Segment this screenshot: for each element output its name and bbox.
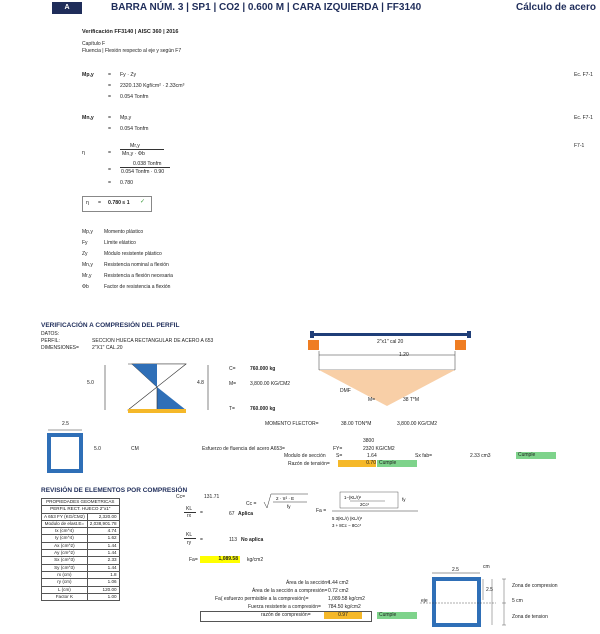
zona-compresion: Zona de compresion (512, 583, 558, 589)
table-value: 2,320.00 (87, 513, 119, 520)
klrx-value: 67 (229, 511, 235, 517)
area-value: 1.44 cm2 (328, 580, 349, 586)
table-row (42, 528, 120, 535)
area-label: Área de la sección= (286, 580, 331, 586)
legend-row (82, 284, 170, 290)
table-key: Ax (cm^2) (42, 542, 88, 549)
legend-symbol: Zy (82, 251, 88, 257)
klry-eq: = (200, 537, 203, 543)
legend-symbol: Φb (82, 284, 89, 290)
comp-dim-label: DIMENSIONES= (41, 345, 79, 351)
mpy-eq: = (108, 72, 112, 78)
comp-dim-value: 2"X1" CAL.20 (92, 345, 123, 351)
table-row (42, 513, 120, 520)
mpy-lhs: Mp,y (82, 72, 94, 78)
table-key: Ix (cm^4) (42, 528, 88, 535)
table-key: rx (cm) (42, 571, 88, 578)
table-key: Iy (cm^4) (42, 535, 88, 542)
table-value: 2.33 (87, 557, 119, 564)
eq-ref-2: Ec. F7-1 (574, 115, 593, 121)
legend-description: Factor de resistencia a flexión (104, 284, 171, 290)
mpy-line2: 2320.130 Kgf/cm² · 2.33cm³ (120, 83, 185, 89)
table-row (42, 571, 120, 578)
table-head-2: PERFIL RECT. HUECO 2"x1" (42, 506, 120, 513)
mpy-line3: 0.054 Tonfm (120, 94, 149, 100)
klrx-result: Aplica (238, 511, 254, 517)
eq-ref-3: F7-1 (574, 143, 585, 149)
svg-text:1−(KL/r)²: 1−(KL/r)² (344, 495, 362, 500)
table-row (42, 542, 120, 549)
table-key: A 653 FY (KG/CM2) (42, 513, 88, 520)
fa-value: 1,089.58 (200, 556, 240, 563)
razon-tension-value: 0.70 (338, 460, 376, 467)
dmf-m-label: M= (368, 397, 376, 403)
mny-line2: 0.054 Tonfm (120, 126, 149, 132)
table-value: 1.44 (87, 564, 119, 571)
table-value: 1.44 (87, 550, 119, 557)
legend-description: Resistencia a flexión necesaria (104, 273, 173, 279)
legend-description: Módulo resistente plástico (104, 251, 162, 257)
mf-value-1: 38.00 TON*M (341, 421, 372, 427)
legend-row (82, 240, 136, 246)
s-value: 1.64 (367, 453, 377, 459)
beam-span: 1.20 (399, 352, 409, 358)
table-row (42, 557, 120, 564)
eta-box-lhs: η (86, 200, 89, 206)
table-row (42, 535, 120, 542)
verif-subtitle: Fluencia | Flexión respecto al eje y según F7 (82, 48, 182, 54)
cc-formula-label: Cc = (246, 501, 257, 507)
geometry-table (41, 498, 120, 601)
sec2-width: 2.5 (452, 567, 459, 573)
faperm-label: Fa( esfuerzo permisible a la compresión)= (215, 596, 309, 602)
legend-symbol: Mp,y (82, 229, 93, 235)
eta-numerator: Mr,y (130, 143, 140, 149)
dmf-label: DMF (340, 388, 351, 394)
section-unit: CM (131, 446, 139, 452)
s-label: Modulo de sección (284, 453, 326, 459)
fa-unit: kg/cm2 (247, 557, 264, 563)
svg-text:fy: fy (402, 497, 406, 502)
legend-row (82, 262, 169, 268)
page-title: BARRA NÚM. 3 | SP1 | CO2 | 0.600 M | CARA IZQUIERDA | FF3140 (111, 2, 422, 13)
sxfab-value: 2.33 cm3 (470, 453, 491, 459)
eta-value: 0.780 (120, 180, 133, 186)
razon-tension-result: Cumple (377, 460, 417, 467)
table-value: 4.74 (87, 528, 119, 535)
areac-value: 0.72 cm2 (328, 588, 349, 594)
table-value: 120.00 (87, 586, 119, 593)
svg-text:3 + 8Cc − 8Cc³: 3 + 8Cc − 8Cc³ (332, 523, 361, 528)
svg-text:5 3(KL/r) (KL/r)³: 5 3(KL/r) (KL/r)³ (332, 516, 363, 521)
fres-value: 784.50 kg/cm2 (328, 604, 361, 610)
legend-row (82, 229, 143, 235)
table-row (42, 550, 120, 557)
legend-symbol: Mr,y (82, 273, 92, 279)
stress-diagram (100, 360, 230, 430)
table-value: 2,038,901.78 (87, 520, 119, 527)
cc-value: 131.71 (204, 494, 220, 500)
m-value: 3,800.00 KG/CM2 (250, 381, 291, 387)
razc-label: razón de compresión= (261, 612, 311, 618)
sec2-unit: cm (483, 564, 490, 570)
table-row (42, 564, 120, 571)
zona-tension: Zona de tension (512, 614, 548, 620)
table-key: ry (cm) (42, 579, 88, 586)
comp-perfil-value: SECCION HUECA RECTANGULAR DE ACERO A 653 (92, 338, 214, 344)
legend-symbol: Fy (82, 240, 88, 246)
m-label: M= (229, 381, 237, 387)
legend-description: Resistencia nominal a flexión (104, 262, 169, 268)
mny-rhs: Mp,y (120, 115, 132, 121)
eta-denominator-2: 0.054 Tonfm · 0.90 (121, 169, 165, 175)
section-drawing (40, 428, 100, 473)
cc-label: Cc= (176, 494, 186, 500)
mny-lhs: Mn,y (82, 115, 94, 121)
areac-label: Área de la sección a compresión= (252, 588, 328, 594)
table-row (42, 520, 120, 527)
verif-chapter: Capítulo F (82, 41, 106, 47)
section-width: 2.5 (62, 421, 69, 427)
table-value: 1.8 (87, 571, 119, 578)
t-value: 760.000 kg (250, 406, 276, 412)
table-value: 1.44 (87, 542, 119, 549)
fy-label: Esfuerzo de fluencia del acero A653= (202, 446, 285, 452)
fa-formula (330, 490, 420, 530)
s-symbol: S= (336, 453, 343, 459)
cc-formula (262, 492, 310, 512)
eta-numerator-2: 0.038 Tonfm (133, 161, 162, 167)
rev-title: REVISIÓN DE ELEMENTOS POR COMPRESIÓN (41, 487, 188, 494)
comp-perfil-label: PERFIL: (41, 338, 60, 344)
legend-row (82, 251, 162, 257)
axis-label: eje (421, 598, 428, 604)
mf-value-2: 3,800.00 KG/CM2 (397, 421, 438, 427)
value-3800: 3800 (363, 438, 375, 444)
legend-description: Momento plástico (104, 229, 144, 235)
verif-title: Verificación FF3140 | AISC 360 | 2016 (82, 29, 179, 35)
klrx-den: rx (187, 513, 192, 519)
svg-text:2Cc²: 2Cc² (360, 502, 370, 507)
fy-symbol: FY= (333, 446, 343, 452)
klry-result: No aplica (241, 537, 264, 543)
table-key: Sy (cm^3) (42, 564, 88, 571)
eta-denominator: Mn,y · Φb (122, 151, 145, 157)
t-label: T= (229, 406, 235, 412)
sec2-height-full: 5 cm (512, 598, 523, 604)
razon-tension-label: Razón de tensión= (288, 461, 330, 467)
beam-label: 2"x1" cal 20 (377, 339, 404, 345)
table-row (42, 579, 120, 586)
razc-value: 0.97 (324, 612, 362, 619)
klry-value: 113 (229, 537, 237, 543)
eq-ref-1: Ec. F7-1 (574, 72, 593, 78)
fa-formula-label: Fa = (316, 508, 327, 514)
dmf-m-value: 38 T*M (403, 397, 420, 403)
dim-48: 4.8 (197, 380, 204, 386)
klry-den: ry (187, 540, 192, 546)
table-head-1: PROPIEDADES GEOMETRICAS (42, 499, 120, 506)
mf-label: MOMENTO FLECTOR= (265, 421, 319, 427)
svg-text:2 · π² · E: 2 · π² · E (276, 496, 295, 501)
table-key: Modulo de elast.E= (42, 520, 88, 527)
faperm-value: 1,089.58 kg/cm2 (328, 596, 365, 602)
comp-datos: DATOS: (41, 331, 60, 337)
table-key: Sx (cm^3) (42, 557, 88, 564)
fy-value: 2320 KG/CM2 (363, 446, 395, 452)
legend-description: Límite elástico (104, 240, 136, 246)
table-key: L (cm) (42, 586, 88, 593)
klrx-eq: = (200, 510, 203, 516)
razc-result: Cumple (377, 612, 417, 619)
cumple-badge-top: Cumple (516, 452, 556, 459)
fres-label: Fuerza resistente a compresión= (248, 604, 321, 610)
table-row (42, 586, 120, 593)
svg-text:fy: fy (287, 504, 291, 509)
sec2-height: 2.5 (486, 587, 493, 593)
c-label: C= (229, 366, 236, 372)
check-icon: ✓ (140, 199, 146, 205)
klrx-num: KL (186, 506, 193, 512)
section-height: 5.0 (94, 446, 101, 452)
table-value: 1.00 (87, 593, 119, 600)
table-key: Factor K (42, 593, 88, 600)
table-value: 1.62 (87, 535, 119, 542)
header-tag: A (52, 2, 82, 14)
klry-num: KL (186, 532, 193, 538)
eta-box-value: 0.780 ≤ 1 (108, 200, 130, 206)
c-value: 760.000 kg (250, 366, 276, 372)
legend-row (82, 273, 173, 279)
eta-lhs: η (82, 150, 85, 156)
sxfab-label: Sx fab= (415, 453, 433, 459)
mpy-rhs: Fy · Zy (120, 72, 137, 78)
table-row (42, 593, 120, 600)
legend-symbol: Mn,y (82, 262, 93, 268)
table-key: Ay (cm^2) (42, 550, 88, 557)
header-right-title: Cálculo de acero (515, 2, 596, 13)
dim-50: 5.0 (87, 380, 94, 386)
fa-label: Fa= (189, 557, 198, 563)
table-value: 1.06 (87, 579, 119, 586)
comp-title: VERIFICACIÓN A COMPRESIÓN DEL PERFIL (41, 322, 180, 329)
